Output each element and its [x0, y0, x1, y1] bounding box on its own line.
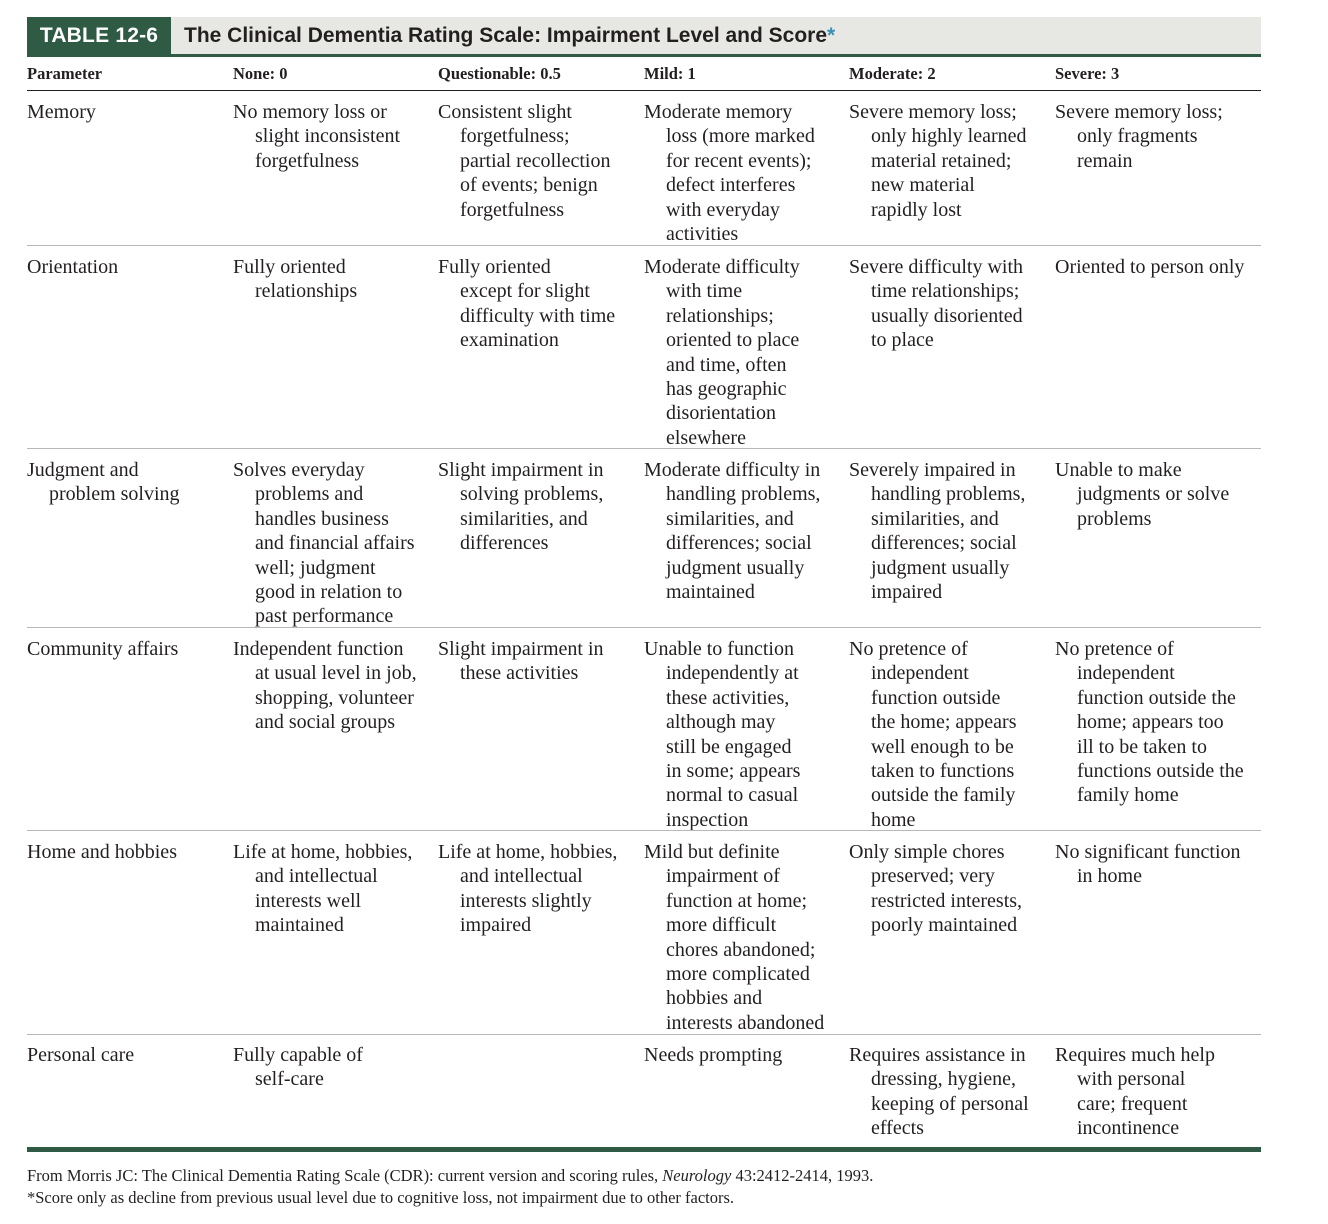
cell-text-line: Consistent slight [438, 101, 572, 123]
cell-text-line: keeping of personal [871, 1092, 1029, 1115]
table-cell-mild [644, 1043, 782, 1067]
table-cell-moderate [849, 840, 1022, 938]
table-cell-parameter [27, 637, 178, 661]
cell-text-line: independently at [666, 662, 799, 685]
cell-text-line: Oriented to person only [1055, 256, 1245, 278]
cell-text-line: independent [1077, 662, 1175, 685]
cell-text-line: functions outside the [1077, 760, 1244, 783]
table-cell-severe [1055, 840, 1241, 889]
table-cell-mild [644, 255, 800, 450]
cell-text-line: handles business [255, 507, 389, 530]
cell-text-line: usually disoriented [871, 304, 1023, 327]
cell-text-line: Community affairs [27, 638, 179, 660]
cell-text-line: these activities [460, 662, 579, 685]
cell-text-line: has geographic [666, 378, 787, 401]
column-header-parameter: Parameter [27, 64, 103, 83]
cell-text-line: incontinence [1077, 1117, 1180, 1140]
cell-text-line: more complicated [666, 963, 810, 986]
cell-text-line: judgments or solve [1077, 483, 1230, 506]
cell-text-line: home [871, 808, 916, 831]
cell-text-line: Fully oriented [438, 256, 551, 278]
cell-text-line: Severe memory loss; [1055, 101, 1223, 123]
cell-text-line: Requires assistance in [849, 1044, 1026, 1066]
table-cell-none [233, 458, 415, 629]
cell-text-line: maintained [666, 581, 755, 604]
cell-text-line: interests well [255, 889, 362, 912]
cell-text-line: time relationships; [871, 280, 1020, 303]
cell-text-line: and intellectual [255, 865, 378, 888]
table-cell-severe [1055, 1043, 1215, 1141]
cell-text-line: these activities, [666, 686, 790, 709]
cell-text-line: for recent events); [666, 149, 812, 172]
cell-text-line: Moderate difficulty in [644, 459, 821, 481]
cell-text-line: Severe difficulty with [849, 256, 1024, 278]
cell-text-line: No significant function [1055, 841, 1241, 863]
cell-text-line: Fully capable of [233, 1044, 363, 1066]
table-cell-none [233, 840, 412, 938]
table-cell-severe [1055, 100, 1223, 173]
table-cell-mild [644, 840, 824, 1035]
table-cell-questionable [438, 255, 615, 353]
cell-text-line: independent [871, 662, 969, 685]
cell-text-line: taken to functions [871, 760, 1015, 783]
score-footnote: *Score only as decline from previous usual level due to cognitive loss, not impairment due to other factors. [27, 1188, 735, 1207]
cell-text-line: good in relation to [255, 581, 403, 604]
cell-text-line: No memory loss or [233, 101, 387, 123]
cell-text-line: with personal [1077, 1068, 1186, 1091]
cell-text-line: and time, often [666, 353, 787, 376]
cell-text-line: Severely impaired in [849, 459, 1016, 481]
cell-text-line: and social groups [255, 711, 395, 734]
cell-text-line: No pretence of [1055, 638, 1174, 660]
cell-text-line: dressing, hygiene, [871, 1068, 1016, 1091]
cell-text-line: similarities, and [871, 507, 999, 530]
cell-text-line: function at home; [666, 889, 808, 912]
cell-text-line: only highly learned [871, 125, 1027, 148]
column-header-none: None: 0 [233, 64, 288, 83]
table-cell-questionable [438, 100, 610, 222]
cell-text-line: forgetfulness; [460, 125, 570, 148]
header-divider [27, 90, 1261, 91]
cell-text-line: to place [871, 329, 934, 352]
cell-text-line: problems [1077, 507, 1152, 530]
cell-text-line: solving problems, [460, 483, 604, 506]
cell-text-line: similarities, and [666, 507, 794, 530]
cell-text-line: Unable to function [644, 638, 794, 660]
cell-text-line: activities [666, 223, 739, 246]
cell-text-line: material retained; [871, 149, 1012, 172]
table-cell-mild [644, 458, 820, 604]
cell-text-line: Fully oriented [233, 256, 346, 278]
column-header-severe: Severe: 3 [1055, 64, 1120, 83]
cell-text-line: Unable to make [1055, 459, 1182, 481]
table-cell-moderate [849, 637, 1017, 832]
title-footnote-marker: * [827, 24, 836, 47]
cell-text-line: preserved; very [871, 865, 995, 888]
row-divider [27, 1034, 1261, 1035]
cell-text-line: differences [460, 532, 549, 555]
table-cell-questionable [438, 458, 604, 556]
cell-text-line: Memory [27, 101, 96, 123]
cell-text-line: differences; social [871, 532, 1017, 555]
cell-text-line: Orientation [27, 256, 119, 278]
cell-text-line: rapidly lost [871, 198, 962, 221]
cell-text-line: family home [1077, 784, 1179, 807]
cell-text-line: only fragments [1077, 125, 1198, 148]
cell-text-line: maintained [255, 914, 344, 937]
cell-text-line: Home and hobbies [27, 841, 177, 863]
source-citation [27, 1166, 873, 1186]
cell-text-line: function outside the [1077, 686, 1236, 709]
table-cell-severe [1055, 458, 1229, 531]
cell-text-line: judgment usually [666, 556, 805, 579]
cell-text-line: Independent function [233, 638, 404, 660]
cell-text-line: examination [460, 329, 559, 352]
cell-text-line: Severe memory loss; [849, 101, 1017, 123]
cell-text-line: interests abandoned [666, 1011, 825, 1034]
table-cell-parameter [27, 100, 96, 124]
cell-text-line: inspection [666, 808, 749, 831]
row-divider [27, 448, 1261, 449]
cell-text-line: new material [871, 174, 975, 197]
table-cell-mild [644, 637, 800, 832]
cell-text-line: still be engaged [666, 735, 792, 758]
row-divider [27, 627, 1261, 628]
table-cell-none [233, 637, 417, 735]
cell-text-line: at usual level in job, [255, 662, 417, 685]
table-number-label: TABLE 12-6 [27, 17, 171, 54]
table-cell-parameter [27, 255, 118, 279]
cell-text-line: handling problems, [871, 483, 1026, 506]
cell-text-line: with everyday [666, 198, 780, 221]
cell-text-line: with time [666, 280, 743, 303]
cell-text-line: in home [1077, 865, 1142, 888]
cell-text-line: in some; appears [666, 760, 801, 783]
source-citation-text: From Morris JC: The Clinical Dementia Rating Scale (CDR): current version and scoring rules, [27, 1166, 663, 1185]
cell-text-line: normal to casual [666, 784, 799, 807]
cell-text-line: ill to be taken to [1077, 735, 1207, 758]
cell-text-line: Moderate difficulty [644, 256, 800, 278]
cell-text-line: function outside [871, 686, 1001, 709]
cell-text-line: forgetfulness [255, 149, 360, 172]
table-cell-none [233, 100, 400, 173]
cell-text-line: interests slightly [460, 889, 592, 912]
table-cell-none [233, 255, 357, 304]
cell-text-line: and financial affairs [255, 532, 415, 555]
cell-text-line: problem solving [49, 483, 180, 506]
cell-text-line: Slight impairment in [438, 638, 604, 660]
cell-text-line: Slight impairment in [438, 459, 604, 481]
column-header-questionable: Questionable: 0.5 [438, 64, 561, 83]
table-cell-moderate [849, 458, 1025, 604]
cell-text-line: effects [871, 1117, 924, 1140]
source-citation-volume: 43:2412-2414, 1993. [731, 1166, 874, 1185]
cell-text-line: of events; benign [460, 174, 598, 197]
cell-text-line: Judgment and [27, 459, 139, 481]
table-cell-moderate [849, 100, 1027, 222]
cell-text-line: chores abandoned; [666, 938, 816, 961]
cell-text-line: home; appears too [1077, 711, 1224, 734]
cell-text-line: judgment usually [871, 556, 1010, 579]
cell-text-line: more difficult [666, 914, 777, 937]
cell-text-line: the home; appears [871, 711, 1017, 734]
cell-text-line: similarities, and [460, 507, 588, 530]
table-title [184, 17, 835, 54]
cell-text-line: impairment of [666, 865, 780, 888]
cell-text-line: and intellectual [460, 865, 583, 888]
cell-text-line: except for slight [460, 280, 590, 303]
column-header-moderate: Moderate: 2 [849, 64, 936, 83]
cell-text-line: partial recollection [460, 149, 611, 172]
cell-text-line: impaired [871, 581, 943, 604]
table-cell-parameter [27, 458, 180, 507]
table-cell-severe [1055, 637, 1244, 808]
table-cell-moderate [849, 1043, 1029, 1141]
cell-text-line: past performance [255, 605, 394, 628]
cell-text-line: Life at home, hobbies, [438, 841, 618, 863]
cell-text-line: hobbies and [666, 987, 763, 1010]
cell-text-line: shopping, volunteer [255, 686, 414, 709]
column-header-mild: Mild: 1 [644, 64, 696, 83]
cell-text-line: poorly maintained [871, 914, 1018, 937]
table-cell-questionable [438, 637, 604, 686]
cell-text-line: Requires much help [1055, 1044, 1215, 1066]
cell-text-line: impaired [460, 914, 532, 937]
cell-text-line: forgetfulness [460, 198, 565, 221]
table-cell-none [233, 1043, 363, 1092]
cell-text-line: Solves everyday [233, 459, 365, 481]
cell-text-line: Mild but definite [644, 841, 780, 863]
cell-text-line: well enough to be [871, 735, 1014, 758]
table-cell-parameter [27, 840, 177, 864]
cell-text-line: outside the family [871, 784, 1016, 807]
cell-text-line: handling problems, [666, 483, 821, 506]
cell-text-line: although may [666, 711, 776, 734]
row-divider [27, 830, 1261, 831]
cell-text-line: difficulty with time [460, 304, 616, 327]
cell-text-line: loss (more marked [666, 125, 815, 148]
table-cell-parameter [27, 1043, 134, 1067]
cell-text-line: relationships; [666, 304, 774, 327]
cell-text-line: defect interferes [666, 174, 796, 197]
table-title-bar [27, 17, 1261, 57]
cell-text-line: self-care [255, 1068, 324, 1091]
cell-text-line: problems and [255, 483, 364, 506]
cell-text-line: relationships [255, 280, 358, 303]
cell-text-line: differences; social [666, 532, 812, 555]
cell-text-line: care; frequent [1077, 1092, 1188, 1115]
table-title-text: The Clinical Dementia Rating Scale: Impairment Level and Score [184, 24, 828, 47]
table-cell-moderate [849, 255, 1023, 353]
table-cell-severe [1055, 255, 1244, 279]
cell-text-line: restricted interests, [871, 889, 1023, 912]
cell-text-line: well; judgment [255, 556, 376, 579]
cell-text-line: slight inconsistent [255, 125, 400, 148]
cell-text-line: remain [1077, 149, 1133, 172]
cell-text-line: Moderate memory [644, 101, 793, 123]
source-journal: Neurology [662, 1166, 732, 1185]
cell-text-line: oriented to place [666, 329, 800, 352]
table-cell-questionable [438, 840, 617, 938]
cell-text-line: disorientation [666, 402, 776, 425]
cell-text-line: Personal care [27, 1044, 135, 1066]
table-bottom-rule [27, 1147, 1261, 1152]
cell-text-line: elsewhere [666, 426, 746, 449]
cell-text-line: Only simple chores [849, 841, 1005, 863]
cell-text-line: Life at home, hobbies, [233, 841, 413, 863]
cell-text-line: Needs prompting [644, 1044, 783, 1066]
row-divider [27, 245, 1261, 246]
table-cell-mild [644, 100, 815, 246]
cell-text-line: No pretence of [849, 638, 968, 660]
